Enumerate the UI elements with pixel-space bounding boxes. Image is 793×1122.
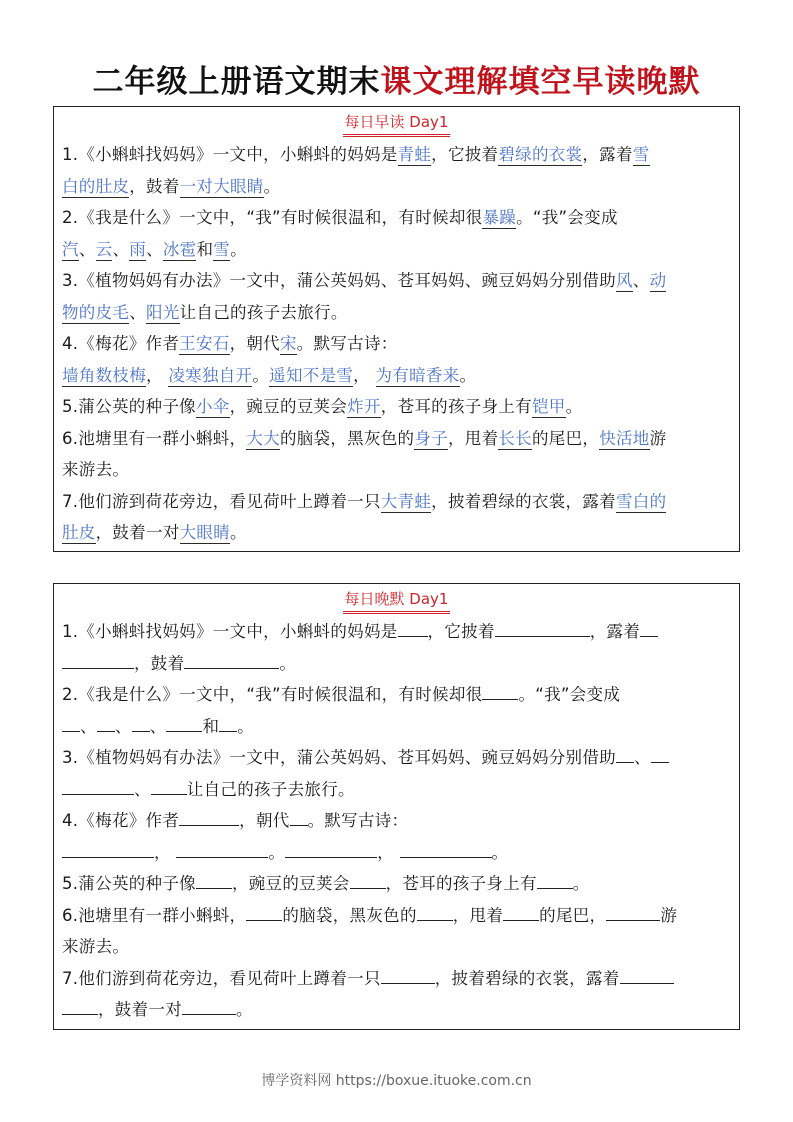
fill-blank[interactable] bbox=[495, 620, 590, 638]
static-text: 1.《小蝌蚪找妈妈》一文中，小蝌蚪的妈妈是 bbox=[62, 145, 398, 164]
text-line bbox=[62, 711, 731, 743]
static-text: 。“我”会变成 bbox=[516, 208, 618, 227]
answer-text: 雨 bbox=[129, 239, 147, 259]
static-text: ，豌豆的豆荚会 bbox=[231, 874, 350, 893]
text-line bbox=[62, 648, 731, 680]
fill-blank[interactable] bbox=[62, 840, 154, 858]
static-text: 5.蒲公英的种子像 bbox=[62, 397, 196, 416]
evening-heading: 每日晚默 Day1 bbox=[62, 588, 731, 614]
fill-blank[interactable] bbox=[219, 714, 237, 732]
text-line bbox=[62, 774, 731, 806]
fill-blank[interactable] bbox=[350, 872, 386, 890]
static-text: 7.他们游到荷花旁边，看见荷叶上蹲着一只 bbox=[62, 491, 381, 511]
answer-text: 动 bbox=[649, 271, 667, 290]
static-text: 来游去。 bbox=[62, 937, 130, 956]
text-line bbox=[62, 391, 731, 423]
static-text: 让自己的孩子去旅行。 bbox=[186, 779, 355, 799]
static-text: ， bbox=[154, 842, 177, 862]
answer-text: 白的肚皮 bbox=[62, 176, 130, 196]
text-line bbox=[62, 931, 731, 963]
fill-blank[interactable] bbox=[381, 966, 435, 984]
static-text: ， bbox=[146, 365, 169, 385]
static-text: 。 bbox=[565, 397, 583, 416]
text-line bbox=[62, 837, 731, 869]
static-text: 5.蒲公英的种子像 bbox=[62, 874, 196, 893]
fill-blank[interactable] bbox=[482, 683, 518, 701]
answer-text: 小伞 bbox=[195, 397, 230, 416]
fill-blank[interactable] bbox=[400, 840, 492, 858]
static-text: 。默写古诗： bbox=[307, 811, 409, 830]
static-text: 。 bbox=[491, 842, 509, 862]
answer-text: 遥知不是雪 bbox=[269, 365, 354, 385]
static-text: 游 bbox=[660, 905, 678, 925]
static-text: ，甩着 bbox=[452, 905, 504, 925]
answer-text: 凌寒独自开 bbox=[168, 365, 253, 385]
static-text: 。“我”会变成 bbox=[518, 685, 621, 704]
title-red-part: 课文理解填空早读晚默 bbox=[380, 64, 701, 100]
answer-text: 炸开 bbox=[347, 397, 381, 416]
answer-text: 雪白的 bbox=[615, 491, 667, 511]
static-text: ，鼓着 bbox=[134, 653, 185, 673]
static-text: ，披着碧绿的衣裳，露着 bbox=[431, 491, 616, 511]
static-text: ，鼓着一对 bbox=[98, 1000, 182, 1019]
static-text: 。 bbox=[252, 365, 270, 385]
fill-blank[interactable] bbox=[606, 903, 660, 921]
fill-blank[interactable] bbox=[620, 966, 674, 984]
static-text: 的脑袋，黑灰色的 bbox=[282, 905, 417, 925]
static-text: 、 bbox=[134, 779, 151, 799]
fill-blank[interactable] bbox=[182, 998, 236, 1016]
fill-blank[interactable] bbox=[285, 840, 377, 858]
answer-text: 冰雹 bbox=[162, 239, 197, 259]
fill-blank[interactable] bbox=[398, 620, 428, 638]
text-line bbox=[62, 171, 731, 203]
static-text: 、 bbox=[146, 239, 163, 259]
footer-watermark: 博学资料网 https://boxue.ituoke.com.cn bbox=[261, 1073, 532, 1089]
static-text: 的尾巴， bbox=[531, 428, 600, 448]
static-text: ， bbox=[377, 842, 400, 862]
static-text: 1.《小蝌蚪找妈妈》一文中，小蝌蚪的妈妈是 bbox=[62, 622, 398, 641]
fill-blank[interactable] bbox=[166, 714, 202, 732]
fill-blank[interactable] bbox=[179, 809, 239, 827]
static-text: 和 bbox=[202, 716, 220, 736]
morning-heading: 每日早读 Day1 bbox=[62, 111, 731, 137]
static-text: ，苍耳的孩子身上有 bbox=[385, 874, 537, 893]
text-line bbox=[62, 994, 731, 1026]
text-line bbox=[62, 202, 731, 234]
static-text: 、 bbox=[80, 716, 97, 736]
fill-blank[interactable] bbox=[176, 840, 268, 858]
static-text: ，豌豆的豆荚会 bbox=[229, 397, 348, 416]
static-text: 4.《梅花》作者 bbox=[62, 811, 180, 830]
fill-blank[interactable] bbox=[97, 714, 115, 732]
fill-blank[interactable] bbox=[246, 903, 282, 921]
text-line bbox=[62, 963, 731, 995]
answer-text: 青蛙 bbox=[397, 145, 432, 164]
text-line bbox=[62, 234, 731, 266]
answer-text: 快活地 bbox=[599, 428, 650, 448]
fill-blank[interactable] bbox=[503, 903, 539, 921]
static-text: 来游去。 bbox=[62, 460, 130, 479]
answer-text: 风 bbox=[615, 271, 633, 290]
answer-text: 王安石 bbox=[179, 334, 230, 353]
static-text: 。 bbox=[236, 1000, 253, 1019]
answer-text: 暴躁 bbox=[482, 208, 517, 227]
text-line bbox=[62, 742, 731, 774]
fill-blank[interactable] bbox=[62, 998, 98, 1016]
morning-lines bbox=[62, 139, 731, 549]
static-text: 的脑袋，黑灰色的 bbox=[279, 428, 415, 448]
static-text: 7.他们游到荷花旁边，看见荷叶上蹲着一只 bbox=[62, 968, 381, 988]
answer-text: 雪 bbox=[632, 145, 650, 164]
static-text: ，露着 bbox=[589, 622, 641, 641]
text-line bbox=[62, 517, 731, 549]
fill-blank[interactable] bbox=[651, 746, 669, 764]
static-text: 。 bbox=[279, 653, 297, 673]
fill-blank[interactable] bbox=[62, 777, 134, 795]
answer-text: 一对大眼睛 bbox=[179, 176, 264, 196]
fill-blank[interactable] bbox=[196, 872, 232, 890]
static-text: ，朝代 bbox=[229, 334, 280, 353]
evening-dictation-box bbox=[53, 583, 740, 1030]
static-text: ，甩着 bbox=[447, 428, 499, 448]
static-text: 、 bbox=[129, 302, 147, 322]
static-text: ，苍耳的孩子身上有 bbox=[380, 397, 532, 416]
answer-text: 大青蛙 bbox=[380, 491, 432, 511]
text-line bbox=[62, 297, 731, 329]
static-text: 。 bbox=[572, 874, 590, 893]
static-text: 、 bbox=[149, 716, 167, 736]
static-text: 和 bbox=[196, 239, 214, 259]
static-text: ，它披着 bbox=[431, 145, 499, 164]
fill-blank[interactable] bbox=[537, 872, 573, 890]
static-text: ，鼓着一对 bbox=[95, 523, 180, 542]
static-text: 3.《植物妈妈有办法》一文中，蒲公英妈妈、苍耳妈妈、豌豆妈妈分别借助 bbox=[62, 271, 616, 290]
fill-blank[interactable] bbox=[184, 651, 279, 669]
static-text: 。 bbox=[230, 239, 247, 259]
answer-text: 为有暗香来 bbox=[375, 365, 460, 385]
text-line bbox=[62, 900, 731, 932]
fill-blank[interactable] bbox=[151, 777, 187, 795]
static-text: ，鼓着 bbox=[129, 176, 180, 196]
fill-blank[interactable] bbox=[62, 714, 80, 732]
page-title bbox=[0, 62, 793, 102]
answer-text: 身子 bbox=[414, 428, 448, 448]
answer-text: 物的皮毛 bbox=[62, 302, 130, 322]
static-text: 、 bbox=[633, 748, 651, 767]
text-line bbox=[62, 679, 731, 711]
static-text: 。 bbox=[459, 365, 477, 385]
text-line bbox=[62, 423, 731, 455]
answer-text: 大大 bbox=[246, 428, 280, 448]
answer-text: 长长 bbox=[498, 428, 532, 448]
answer-text: 阳光 bbox=[146, 302, 180, 322]
answer-text: 云 bbox=[95, 239, 113, 259]
static-text: 、 bbox=[112, 239, 130, 259]
text-line bbox=[62, 868, 731, 900]
static-text: 。 bbox=[268, 842, 286, 862]
static-text: 6.池塘里有一群小蝌蚪， bbox=[62, 905, 247, 925]
static-text: ，披着碧绿的衣裳，露着 bbox=[434, 968, 620, 988]
static-text: 、 bbox=[78, 239, 96, 259]
text-line bbox=[62, 265, 731, 297]
static-text: 让自己的孩子去旅行。 bbox=[179, 302, 348, 322]
fill-blank[interactable] bbox=[62, 651, 134, 669]
text-line bbox=[62, 360, 731, 392]
fill-blank[interactable] bbox=[290, 809, 308, 827]
answer-text: 碧绿的衣裳 bbox=[498, 145, 583, 164]
static-text: ， bbox=[353, 365, 376, 385]
static-text: 游 bbox=[649, 428, 667, 448]
static-text: 。 bbox=[230, 523, 247, 542]
static-text: ，它披着 bbox=[427, 622, 495, 641]
static-text: 6.池塘里有一群小蝌蚪， bbox=[62, 428, 247, 448]
static-text: 。 bbox=[237, 716, 255, 736]
static-text: 2.《我是什么》一文中，“我”有时候很温和，有时候却很 bbox=[62, 685, 483, 704]
static-text: ，露着 bbox=[582, 145, 633, 164]
morning-reading-box bbox=[53, 106, 740, 552]
title-black-part: 二年级上册语文期末 bbox=[92, 64, 381, 100]
fill-blank[interactable] bbox=[417, 903, 453, 921]
text-line bbox=[62, 616, 731, 648]
static-text: 。默写古诗： bbox=[296, 334, 398, 353]
static-text: 的尾巴， bbox=[539, 905, 607, 925]
static-text: ，朝代 bbox=[239, 811, 290, 830]
text-line bbox=[62, 454, 731, 486]
answer-text: 汽 bbox=[62, 239, 79, 259]
static-text: 4.《梅花》作者 bbox=[62, 334, 180, 353]
evening-lines bbox=[62, 616, 731, 1026]
text-line bbox=[62, 805, 731, 837]
static-text: 、 bbox=[632, 271, 650, 290]
answer-text: 大眼睛 bbox=[179, 523, 231, 542]
answer-text: 墙角数枝梅 bbox=[62, 365, 146, 385]
static-text: 、 bbox=[114, 716, 132, 736]
static-text: 。 bbox=[263, 176, 281, 196]
answer-text: 肚皮 bbox=[62, 523, 96, 542]
fill-blank[interactable] bbox=[640, 620, 658, 638]
text-line bbox=[62, 486, 731, 518]
fill-blank[interactable] bbox=[132, 714, 150, 732]
answer-text: 宋 bbox=[279, 334, 297, 353]
fill-blank[interactable] bbox=[616, 746, 634, 764]
static-text: 3.《植物妈妈有办法》一文中，蒲公英妈妈、苍耳妈妈、豌豆妈妈分别借助 bbox=[62, 748, 616, 767]
text-line bbox=[62, 328, 731, 360]
static-text: 2.《我是什么》一文中，“我”有时候很温和，有时候却很 bbox=[62, 208, 483, 227]
answer-text: 铠甲 bbox=[531, 397, 566, 416]
answer-text: 雪 bbox=[213, 239, 231, 259]
text-line bbox=[62, 139, 731, 171]
